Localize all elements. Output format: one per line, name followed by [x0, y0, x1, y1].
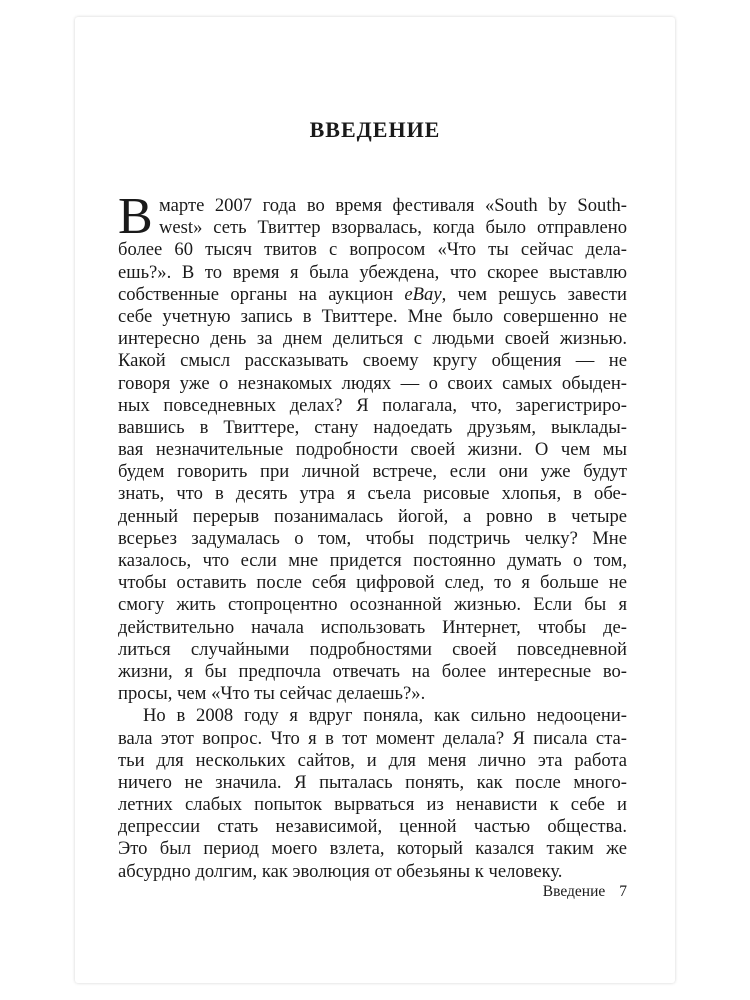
text-line: денный перерыв позанималась йогой, а ровно в четыре — [118, 505, 627, 527]
text-line: говоря уже о незнакомых людях — о своих самых обыден- — [118, 372, 627, 394]
text-line: чтобы оставить после себя цифровой след, то я больше не — [118, 572, 627, 594]
page-number: 7 — [619, 883, 627, 900]
text-line-end: , чем решусь завести — [441, 283, 627, 305]
italic-word: eBay — [404, 283, 442, 305]
text-line: летних слабых попыток вырваться из ненависти к себе и — [118, 794, 627, 816]
text-line: депрессии стать независимой, ценной частью общества. — [118, 816, 627, 838]
text-line: марте 2007 года во время фестиваля «South by South- — [159, 195, 627, 216]
text-line: будем говорить при личной встрече, если они уже будут — [118, 461, 627, 483]
text-line: абсурдно долгим, как эволюция от обезьяны к человеку. — [118, 860, 563, 882]
text-line: просы, чем «Что ты сейчас делаешь?». — [118, 683, 426, 705]
text-line: смогу жить стопроцентно осознанной жизнью. Если бы я — [118, 594, 627, 616]
text-line: вая незначительные подробности своей жизни. О чем мы — [118, 439, 627, 461]
text-line: ешь?». В то время я была убеждена, что скорее выставлю — [118, 261, 627, 283]
text-line: вавшись в Твиттере, стану надоедать друзьям, выклады- — [118, 416, 627, 438]
drop-cap: В — [118, 188, 153, 245]
running-title: Введение — [542, 883, 606, 900]
paragraph-2 — [118, 705, 627, 883]
text-line: всерьез задумалась о том, чтобы подстричь челку? Мне — [118, 527, 627, 549]
text-line: действительно начала использовать Интернет, чтобы де- — [118, 616, 627, 638]
text-line: west» сеть Твиттер взорвалась, когда было отправлено — [159, 217, 627, 239]
text-line: вала этот вопрос. Что я в тот момент делала? Я писала ста- — [118, 727, 627, 749]
text-line: казалось, что если мне придется постоянно думать о том, — [118, 550, 627, 571]
book-page — [75, 17, 675, 983]
page-footer — [543, 883, 627, 901]
text-line: знать, что в десять утра я съела рисовые хлопья, в обе- — [118, 483, 627, 505]
text-line: интересно день за днем делиться с людьми своей жизнью. — [118, 328, 627, 350]
body-text — [118, 188, 627, 883]
text-line: более 60 тысяч твитов с вопросом «Что ты сейчас дела- — [118, 239, 627, 261]
paragraph-1 — [118, 188, 627, 705]
text-line: тьи для нескольких сайтов, и для меня лично эта работа — [118, 749, 627, 771]
text-line: ных повседневных делах? Я полагала, что, зарегистриро- — [118, 394, 627, 416]
text-line: литься случайными подробностями своей повседневной — [118, 638, 627, 660]
chapter-title: ВВЕДЕНИЕ — [309, 117, 441, 142]
text-line: жизни, я бы предпочла отвечать на более интересные во- — [118, 660, 627, 682]
text-line: Какой смысл рассказывать своему кругу общения — не — [118, 350, 627, 372]
text-line: Но в 2008 году я вдруг поняла, как сильно недооцени- — [143, 705, 627, 727]
text-line: себе учетную запись в Твиттере. Мне было совершенно не — [118, 305, 627, 327]
text-line — [118, 284, 627, 306]
text-line: Это был период моего взлета, который казался таким же — [118, 838, 627, 860]
text-line: ничего не значила. Я пыталась понять, как после много- — [118, 771, 627, 793]
text-line-start: собственные органы на аукцион — [118, 283, 405, 305]
